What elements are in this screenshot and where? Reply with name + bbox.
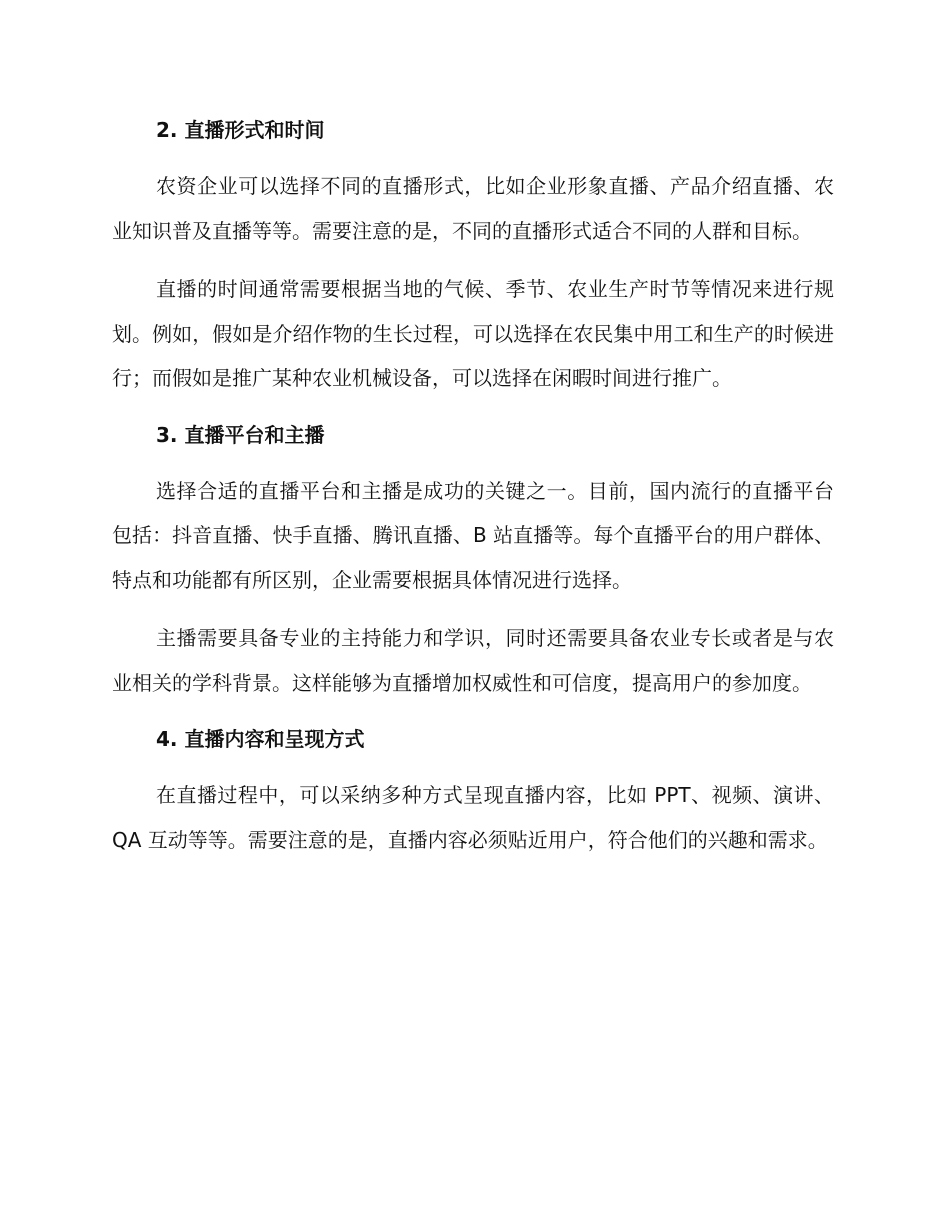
- section-heading: 3. 直播平台和主播: [156, 422, 325, 447]
- section-live-platform-and-host: [112, 415, 834, 706]
- section-heading: 2. 直播形式和时间: [156, 118, 325, 142]
- section-heading: 4. 直播内容和呈现方式: [156, 727, 365, 751]
- paragraph: 直播的时间通常需要根据当地的气候、季节、农业生产时节等情况来进行规划。例如，假如是介绍作物的生长过程，可以选择在农民集中用工和生产的时候进行；而假如是推广某种农业机械设备，可以选择在闲暇时间进行推广。: [112, 277, 834, 390]
- section-live-content-and-presentation: [112, 719, 834, 862]
- document-body: [112, 110, 834, 862]
- paragraph: 选择合适的直播平台和主播是成功的关键之一。目前，国内流行的直播平台包括：抖音直播、快手直播、腾讯直播、B 站直播等。每个直播平台的用户群体、特点和功能都有所区别，企业需要根据具体情况进行选择。: [112, 478, 834, 592]
- paragraph: 农资企业可以选择不同的直播形式，比如企业形象直播、产品介绍直播、农业知识普及直播等等。需要注意的是，不同的直播形式适合不同的人群和目标。: [112, 174, 834, 243]
- section-live-format-and-time: [112, 110, 834, 401]
- paragraph: 在直播过程中，可以采纳多种方式呈现直播内容，比如 PPT、视频、演讲、QA 互动等等。需要注意的是，直播内容必须贴近用户，符合他们的兴趣和需求。: [112, 783, 834, 852]
- paragraph: 主播需要具备专业的主持能力和学识，同时还需要具备农业专长或者是与农业相关的学科背景。这样能够为直播增加权威性和可信度，提高用户的参加度。: [112, 626, 834, 695]
